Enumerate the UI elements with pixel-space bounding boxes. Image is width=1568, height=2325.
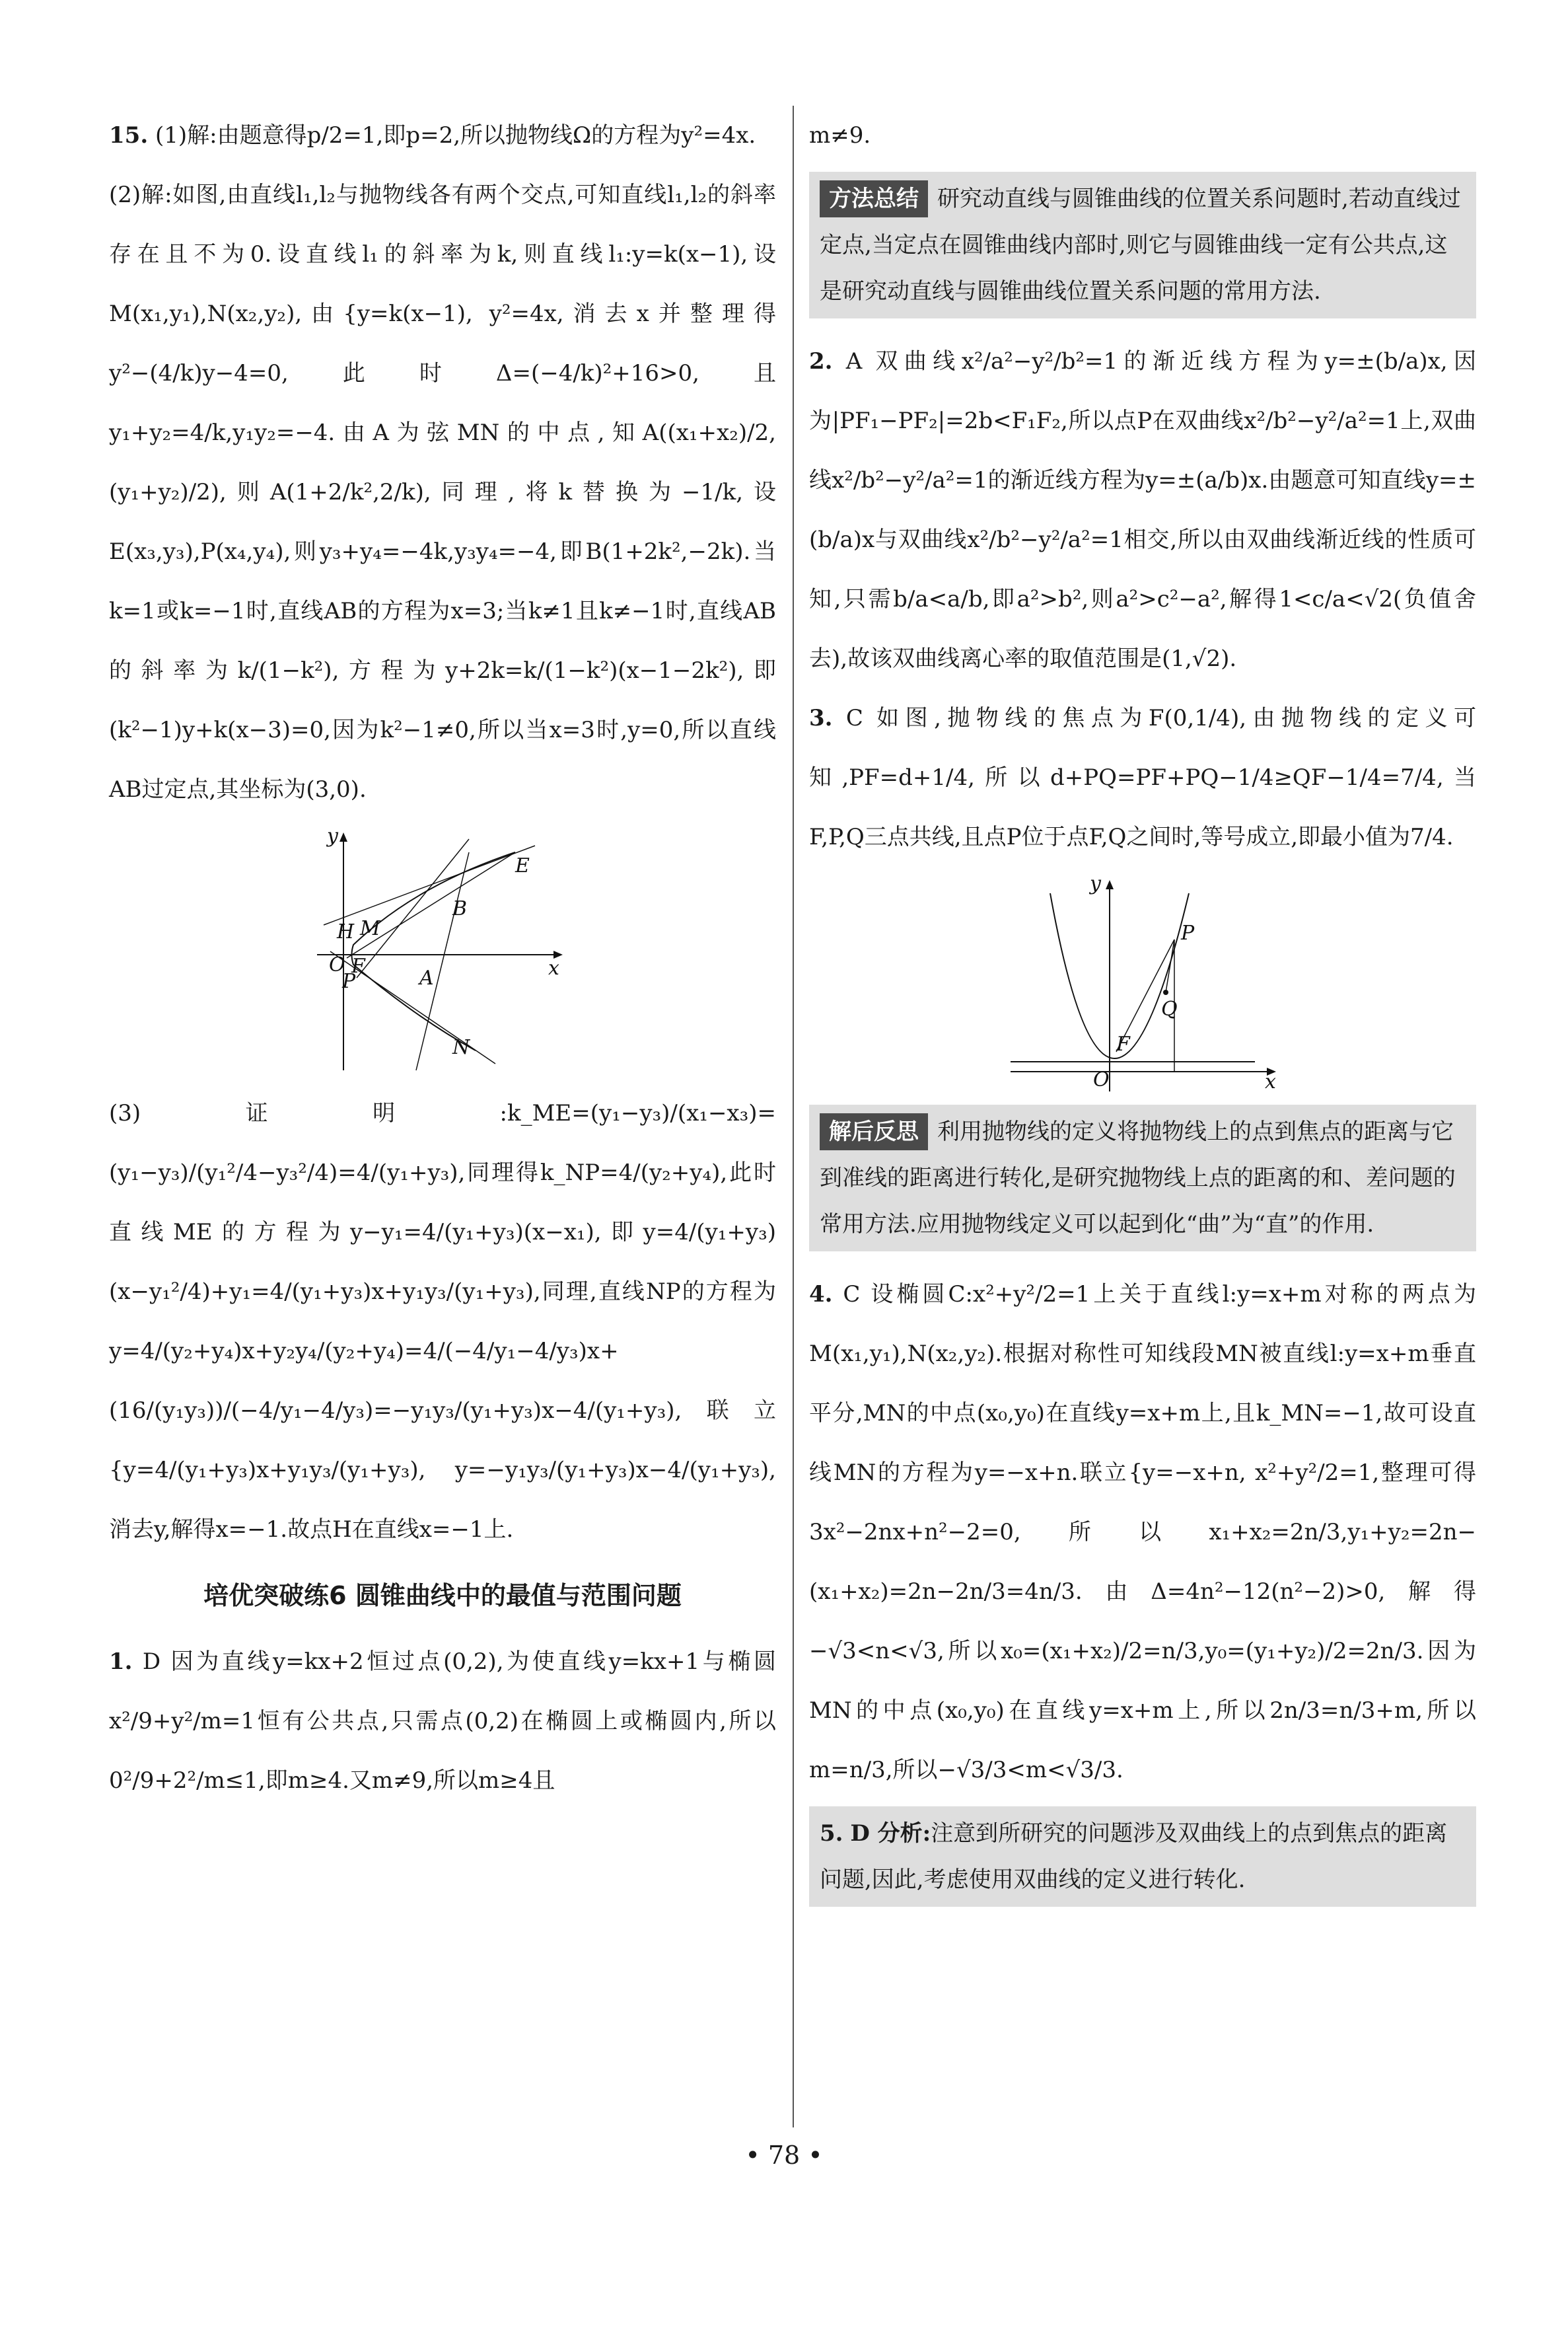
q1-start: 1. D 因为直线y=kx+2恒过点(0,2),为使直线y=kx+1与椭圆x²/9+y²/m=1恒有公共点,只需点(0,2)在椭圆上或椭圆内,所以0²/9+2²/m≤1,即m≥4.又m≠9,所以m≥4且 xyxy=(109,1648,776,1794)
q5-number: 5. xyxy=(820,1820,843,1847)
fig1-label-E: E xyxy=(515,854,530,877)
right-column xyxy=(809,106,1476,1920)
fig1-label-B: B xyxy=(452,897,468,920)
q15-number: 15. xyxy=(109,122,149,149)
fig2-label-P: P xyxy=(1181,922,1195,945)
parabola-figure-1 xyxy=(317,826,568,1077)
q5-analysis-label: D 分析: xyxy=(850,1820,931,1847)
fig1-label-N: N xyxy=(452,1036,470,1059)
fig2-label-F: F xyxy=(1116,1033,1130,1056)
q2-number: 2. xyxy=(809,348,833,375)
fig2-label-y: y xyxy=(1090,873,1101,895)
left-column xyxy=(109,106,776,1810)
column-divider xyxy=(793,106,794,2127)
q2-text: 2. A 双曲线x²/a²−y²/b²=1的渐近线方程为y=±(b/a)x,因为|PF₁−PF₂|=2b<F₁F₂,所以点P在双曲线x²/b²−y²/a²=1上,双曲线x²/b²−y²/a²=1的渐近线方程为y=±(a/b)x.由题意可知直线y=±(b/a)x与双曲线x²/b²−y²/a²=1相交,所以由双曲线渐近线的性质可知,只需b/a<a/b,即a²>b²,则a²>c²−a²,解得1<c/a<√2(负值舍去),故该双曲线离心率的取值范围是(1,√2). xyxy=(809,348,1476,672)
fig2-label-x: x xyxy=(1265,1070,1276,1093)
fig2-label-O: O xyxy=(1093,1068,1110,1091)
fig1-label-A: A xyxy=(419,967,434,990)
method-summary-label: 方法总结 xyxy=(820,180,928,217)
fig1-label-H: H xyxy=(337,920,355,943)
q3-text: 3. C 如图,抛物线的焦点为F(0,1/4),由抛物线的定义可知,PF=d+1/4,所以d+PQ=PF+PQ−1/4≥QF−1/4=7/4,当F,P,Q三点共线,且点P位于点F,Q之间时,等号成立,即最小值为7/4. xyxy=(809,705,1476,850)
q1-continuation: m≠9. xyxy=(809,122,871,149)
reflection-label: 解后反思 xyxy=(820,1113,928,1150)
fig1-label-y: y xyxy=(327,826,338,848)
fig1-label-F: F xyxy=(351,955,365,978)
fig1-label-P: P xyxy=(342,970,356,993)
fig1-label-x: x xyxy=(548,957,559,980)
fig1-label-M: M xyxy=(360,917,380,940)
q15-part1: 15. (1)解:由题意得p/2=1,即p=2,所以抛物线Ω的方程为y²=4x. xyxy=(109,122,756,149)
reflection-box xyxy=(809,1105,1476,1251)
q15-part2: (2)解:如图,由直线l₁,l₂与抛物线各有两个交点,可知直线l₁,l₂的斜率存在且不为0.设直线l₁的斜率为k,则直线l₁:y=k(x−1),设M(x₁,y₁),N(x₂,y₂),由{y=k(x−1), y²=4x,消去x并整理得y²−(4/k)y−4=0,此时Δ=(−4/k)²+16>0,且y₁+y₂=4/k,y₁y₂=−4.由A为弦MN的中点,知A((x₁+x₂)/2,(y₁+y₂)/2),则A(1+2/k²,2/k),同理,将k替换为−1/k,设E(x₃,y₃),P(x₄,y₄),则y₃+y₄=−4k,y₃y₄=−4,即B(1+2k²,−2k).当k=1或k=−1时,直线AB的方程为x=3;当k≠1且k≠−1时,直线AB的斜率为k/(1−k²),方程为y+2k=k/(1−k²)(x−1−2k²),即(k²−1)y+k(x−3)=0,因为k²−1≠0,所以当x=3时,y=0,所以直线AB过定点,其坐标为(3,0). xyxy=(109,182,776,803)
q5-analysis-text: 注意到所研究的问题涉及双曲线上的点到焦点的距离问题,因此,考虑使用双曲线的定义进行转化. xyxy=(820,1820,1448,1893)
fig1-label-O: O xyxy=(329,953,345,977)
reflection-text: 利用抛物线的定义将抛物线上的点到焦点的距离与它到准线的距离进行转化,是研究抛物线上点的距离的和、差问题的常用方法.应用抛物线定义可以起到化“曲”为“直”的作用. xyxy=(820,1119,1456,1237)
fig2-label-Q: Q xyxy=(1161,998,1178,1021)
q1-number: 1. xyxy=(109,1648,133,1675)
method-summary-box xyxy=(809,172,1476,318)
parabola-figure-2 xyxy=(1004,873,1281,1098)
q5-box xyxy=(809,1806,1476,1907)
q15-part3: (3)证明:k_ME=(y₁−y₃)/(x₁−x₃)=(y₁−y₃)/(y₁²/4−y₃²/4)=4/(y₁+y₃),同理得k_NP=4/(y₂+y₄),此时直线ME的方程为y−y₁=4/(y₁+y₃)(x−x₁),即y=4/(y₁+y₃)(x−y₁²/4)+y₁=4/(y₁+y₃)x+y₁y₃/(y₁+y₃),同理,直线NP的方程为y=4/(y₂+y₄)x+y₂y₄/(y₂+y₄)=4/(−4/y₁−4/y₃)x+(16/(y₁y₃))/(−4/y₁−4/y₃)=−y₁y₃/(y₁+y₃)x−4/(y₁+y₃),联立{y=4/(y₁+y₃)x+y₁y₃/(y₁+y₃), y=−y₁y₃/(y₁+y₃)x−4/(y₁+y₃),消去y,解得x=−1.故点H在直线x=−1上. xyxy=(109,1100,776,1543)
q3-number: 3. xyxy=(809,705,833,731)
section-title: 培优突破练6 圆锥曲线中的最值与范围问题 xyxy=(203,1581,682,1610)
q4-number: 4. xyxy=(809,1281,833,1308)
method-summary-text: 研究动直线与圆锥曲线的位置关系问题时,若动直线过定点,当定点在圆锥曲线内部时,则它与圆锥曲线一定有公共点,这是研究动直线与圆锥曲线位置关系问题的常用方法. xyxy=(820,186,1461,305)
page-number: • 78 • xyxy=(745,2141,823,2170)
q4-text: 4. C 设椭圆C:x²+y²/2=1上关于直线l:y=x+m对称的两点为M(x₁,y₁),N(x₂,y₂).根据对称性可知线段MN被直线l:y=x+m垂直平分,MN的中点(x₀,y₀)在直线y=x+m上,且k_MN=−1,故可设直线MN的方程为y=−x+n.联立{y=−x+n, x²+y²/2=1,整理可得3x²−2nx+n²−2=0,所以x₁+x₂=2n/3,y₁+y₂=2n−(x₁+x₂)=2n−2n/3=4n/3.由Δ=4n²−12(n²−2)>0,解得−√3<n<√3,所以x₀=(x₁+x₂)/2=n/3,y₀=(y₁+y₂)/2=2n/3.因为MN的中点(x₀,y₀)在直线y=x+m上,所以2n/3=n/3+m,所以m=n/3,所以−√3/3<m<√3/3. xyxy=(809,1281,1476,1783)
